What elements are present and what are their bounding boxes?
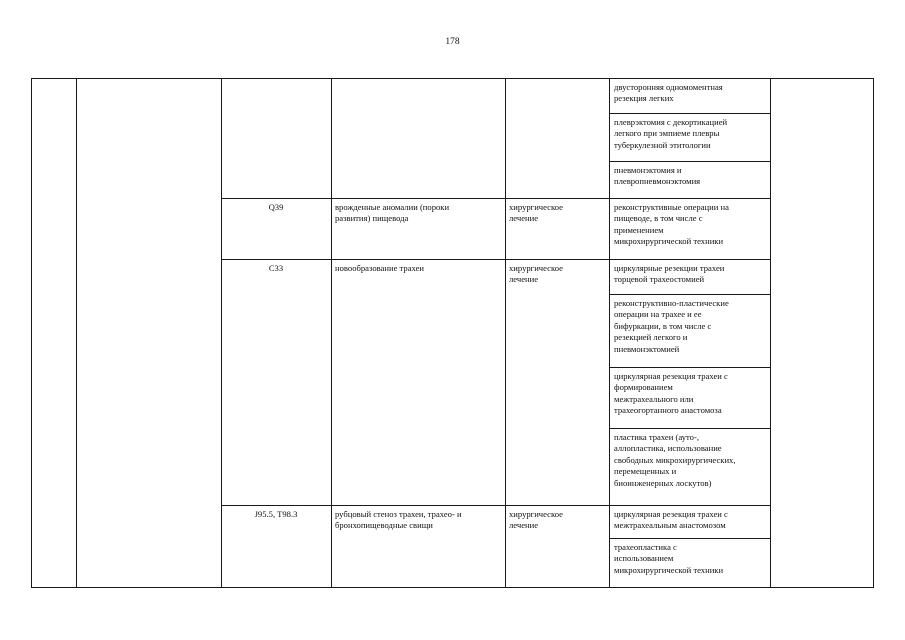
method-cell [614, 542, 723, 576]
method-divider [609, 113, 771, 114]
treatment-cell-line: лечение [509, 213, 539, 224]
method-cell-line: пластика трахеи (ауто-, [614, 432, 699, 442]
method-cell-line: плевропневмонэктомия [614, 176, 701, 187]
table-border-bottom [31, 587, 874, 588]
method-cell-line: бифуркации, в том числе с [614, 320, 712, 331]
method-divider [609, 428, 771, 429]
column-divider [770, 78, 771, 588]
method-cell-line: пищеводе, в том числе с [614, 213, 703, 224]
method-cell-line: трахеопластика с [614, 542, 677, 552]
diagnosis-cell [335, 263, 424, 274]
method-cell [614, 298, 729, 355]
method-divider [609, 538, 771, 539]
table-border-top [31, 78, 874, 79]
method-cell-line: двусторонняя одномоментная [614, 82, 723, 92]
method-cell [614, 82, 723, 105]
method-divider [609, 294, 771, 295]
column-divider [331, 78, 332, 588]
method-cell-line: плеврэктомия с декортикацией [614, 117, 728, 127]
column-divider [609, 78, 610, 588]
method-cell-line: операции на трахее и ее [614, 309, 702, 320]
treatment-cell-line: хирургическое [509, 509, 563, 519]
row-divider [221, 505, 771, 506]
method-cell-line: циркулярная резекция трахеи с [614, 509, 728, 519]
method-cell-line: аллопластика, использование [614, 443, 722, 454]
page-number: 178 [445, 37, 460, 47]
diagnosis-cell [335, 509, 462, 532]
row-divider [221, 198, 771, 199]
method-cell-line: микрохирургической техники [614, 564, 724, 575]
diagnosis-cell-line: бронхопищеводные свищи [335, 520, 433, 531]
treatment-cell-line: лечение [509, 274, 539, 285]
method-cell [614, 432, 736, 489]
method-cell [614, 117, 727, 151]
treatment-cell [509, 202, 563, 225]
method-cell-line: пневмонэктомией [614, 343, 680, 354]
treatment-cell-line: хирургическое [509, 202, 563, 212]
method-divider [609, 161, 771, 162]
method-cell [614, 263, 724, 286]
diagnosis-cell-line: рубцовый стеноз трахеи, трахео- и [335, 509, 462, 519]
method-cell-line: циркулярные резекции трахеи [614, 263, 725, 273]
method-cell-line: циркулярная резекция трахеи с [614, 371, 728, 381]
method-cell-line: резекция легких [614, 93, 674, 104]
method-cell-line: перемещенных и [614, 466, 677, 477]
method-divider [609, 367, 771, 368]
method-cell-line: свободных микрохирургических, [614, 454, 736, 465]
method-cell [614, 371, 728, 417]
table-border-left [31, 78, 32, 588]
method-cell-line: трахеогортанного анастомоза [614, 405, 722, 416]
method-cell-line: реконструктивные операции на [614, 202, 729, 212]
column-divider [76, 78, 77, 588]
method-cell-line: применением [614, 224, 664, 235]
treatment-cell-line: лечение [509, 520, 539, 531]
method-cell-line: использованием [614, 553, 674, 564]
treatment-cell [509, 263, 563, 286]
diagnosis-cell [335, 202, 449, 225]
method-cell-line: межтрахеальным анастомозом [614, 520, 726, 531]
method-cell-line: межтрахеального или [614, 393, 694, 404]
method-cell [614, 165, 700, 188]
method-cell-line: реконструктивно-пластические [614, 298, 729, 308]
code-cell: C33 [268, 263, 284, 273]
code-cell: J95.5, T98.3 [254, 509, 298, 519]
table-border-right [873, 78, 874, 588]
column-divider [505, 78, 506, 588]
diagnosis-cell-line: развития) пищевода [335, 213, 409, 224]
diagnosis-cell-line: врожденные аномалии (пороки [335, 202, 450, 212]
method-cell-line: микрохирургической техники [614, 236, 724, 247]
treatment-cell [509, 509, 563, 532]
method-cell [614, 202, 729, 248]
method-cell [614, 509, 728, 532]
method-cell-line: пневмонэктомия и [614, 165, 682, 175]
method-cell-line: торцевой трахеостомией [614, 274, 705, 285]
method-cell-line: резекцией легкого и [614, 332, 688, 343]
method-cell-line: формированием [614, 382, 673, 393]
method-cell-line: туберкулезной этитологии [614, 139, 711, 150]
code-cell: Q39 [268, 202, 284, 212]
method-cell-line: биоинженерных лоскутов) [614, 477, 712, 488]
row-divider [221, 259, 771, 260]
diagnosis-cell-line: новообразование трахеи [335, 263, 425, 273]
method-cell-line: легкого при эмпиеме плевры [614, 128, 720, 139]
treatment-cell-line: хирургическое [509, 263, 563, 273]
